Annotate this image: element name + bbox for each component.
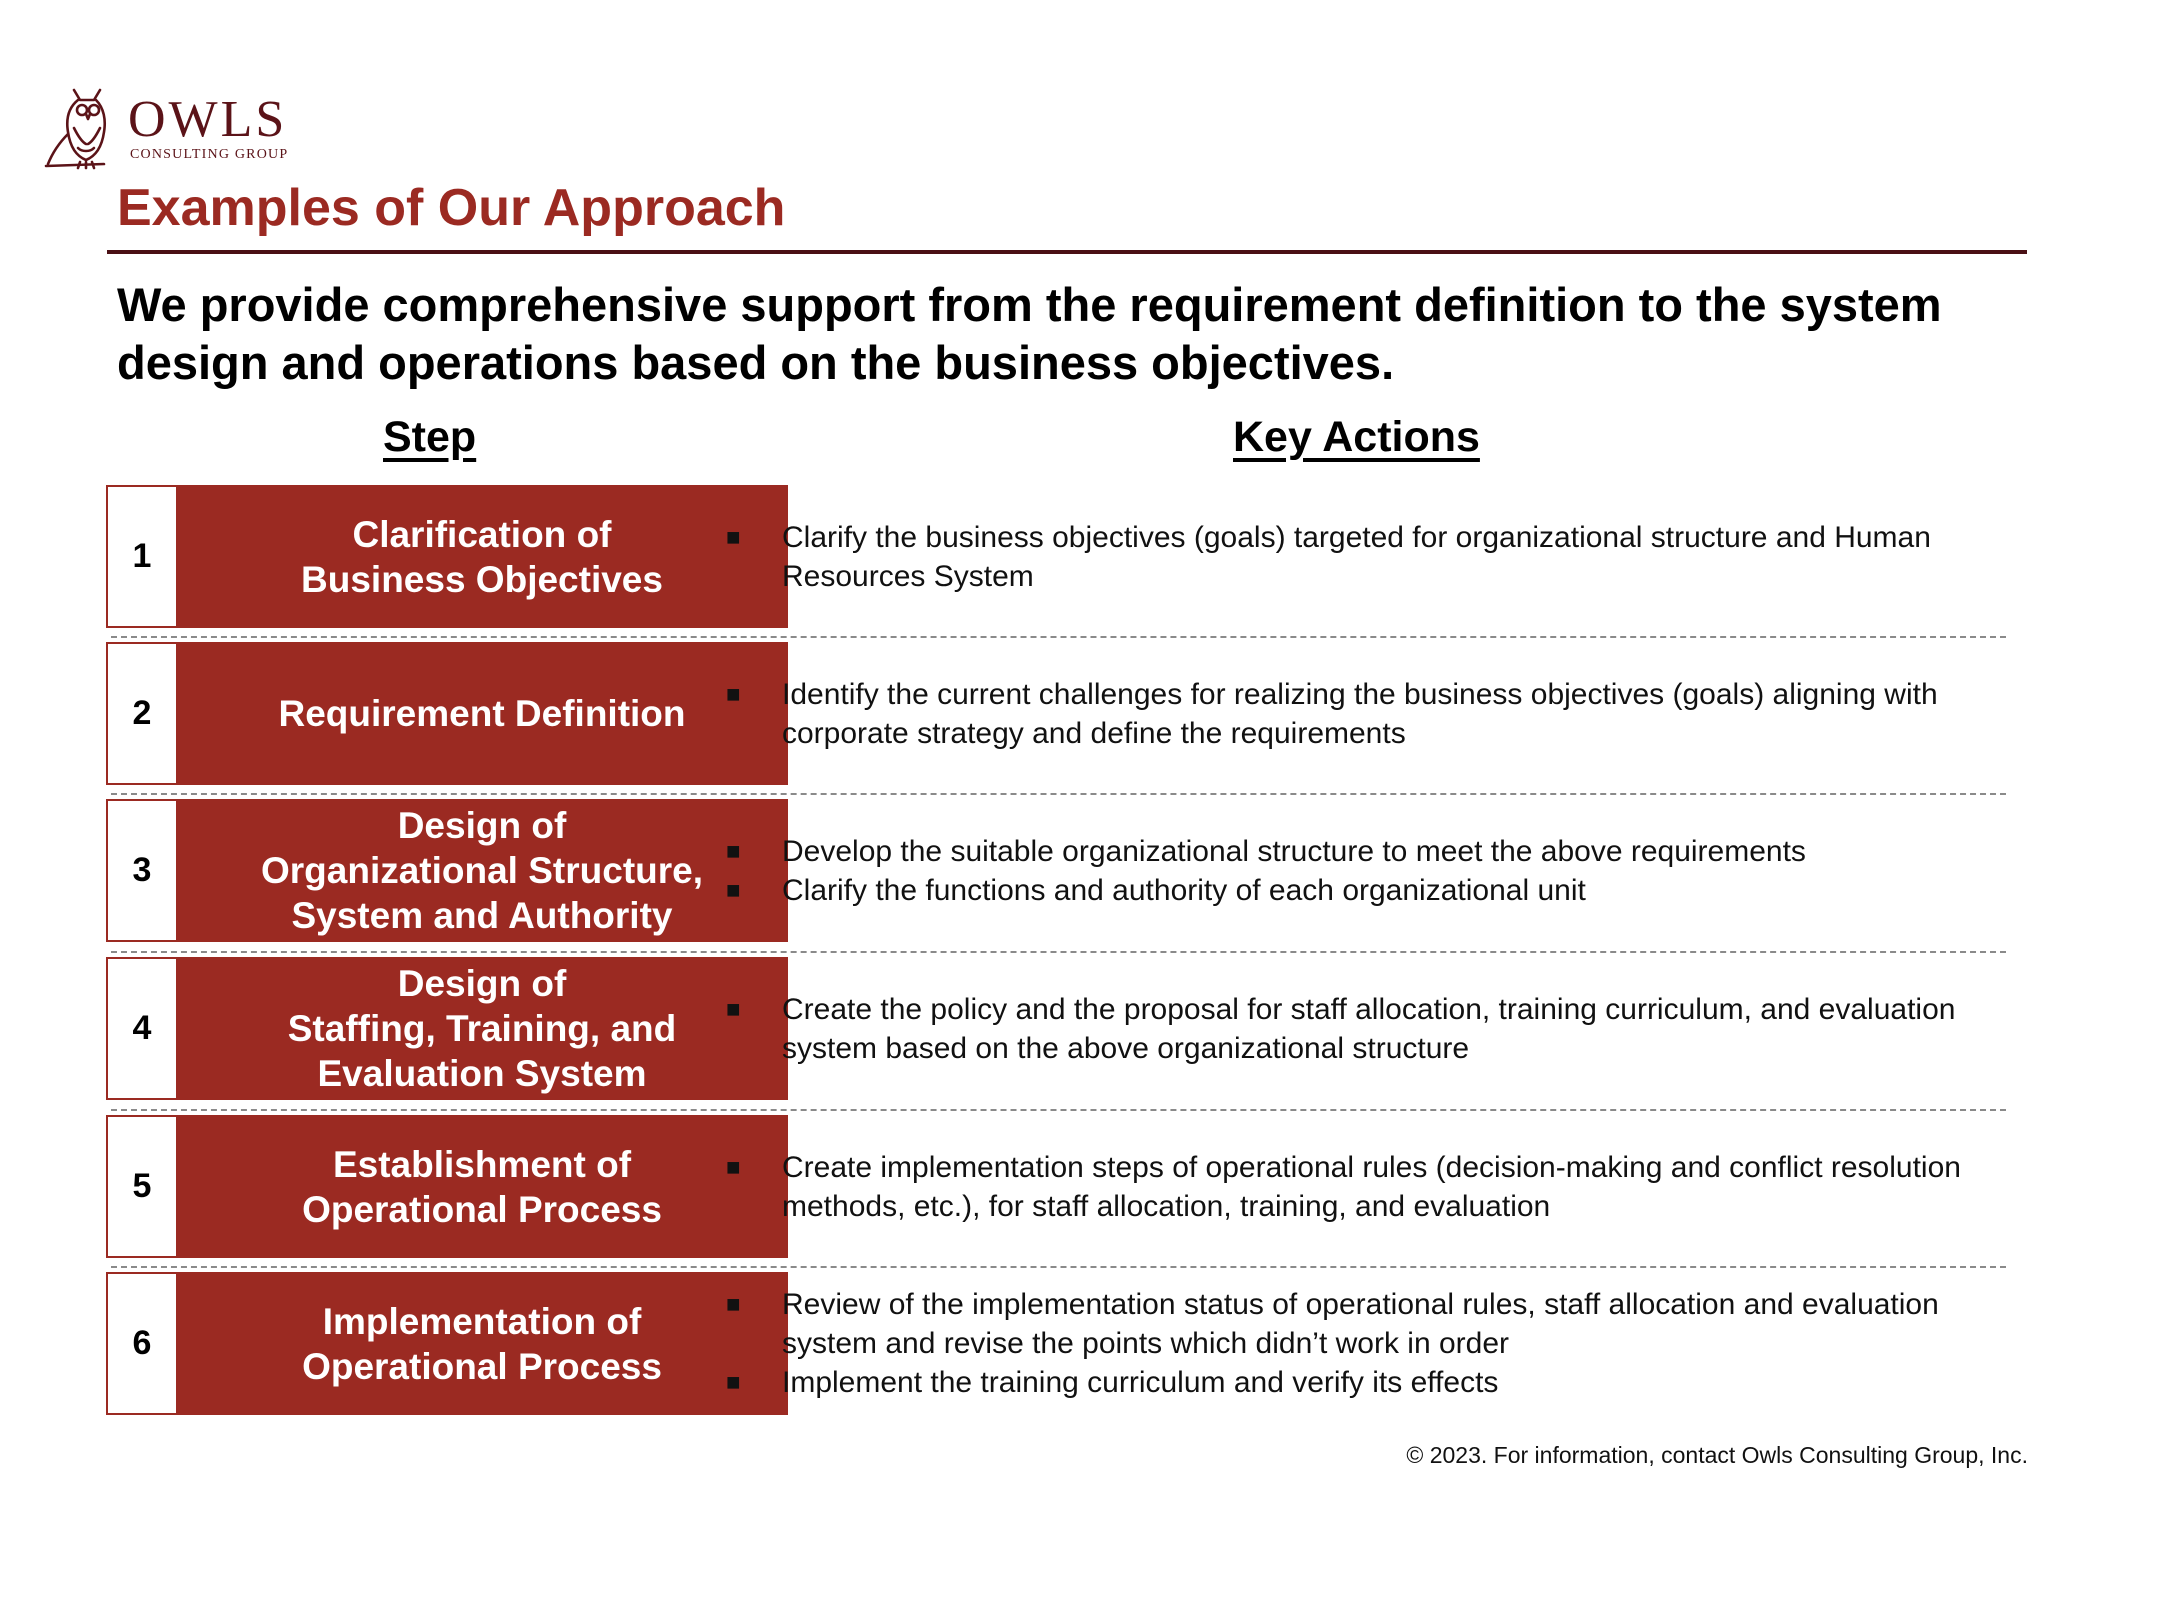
key-action-item (726, 832, 1976, 871)
key-actions-list (726, 642, 1976, 785)
copyright-footer: © 2023. For information, contact Owls Consulting Group, Inc. (1406, 1442, 2028, 1468)
key-actions-list (726, 957, 1976, 1100)
step-number: 2 (106, 642, 176, 785)
logo-wordmark: OWLS (128, 91, 288, 148)
key-action-item (726, 990, 1976, 1068)
key-action-item (726, 675, 1976, 753)
square-bullet-icon: ■ (726, 1153, 741, 1181)
row-divider (111, 793, 2006, 795)
key-actions-list (726, 485, 1976, 628)
key-actions-list (726, 1272, 1976, 1415)
key-action-text: Create the policy and the proposal for staff allocation, training curriculum, and evaluation system based on the above organizational structure (782, 992, 1956, 1065)
step-row (106, 642, 2006, 785)
square-bullet-icon: ■ (726, 995, 741, 1023)
square-bullet-icon: ■ (726, 1369, 741, 1396)
square-bullet-icon: ■ (726, 680, 741, 708)
key-action-text: Review of the implementation status of operational rules, staff allocation and evaluation system and revise the points which didn’t work in order (782, 1288, 1939, 1360)
square-bullet-icon: ■ (726, 876, 741, 904)
step-row (106, 1115, 2006, 1258)
key-action-text: Clarify the business objectives (goals) targeted for organizational structure and Human Resources System (782, 520, 1931, 593)
page-title: Examples of Our Approach (117, 179, 786, 237)
row-divider (111, 636, 2006, 638)
key-action-item (726, 871, 1976, 910)
square-bullet-icon: ■ (726, 1291, 741, 1318)
owl-icon (44, 86, 124, 170)
key-actions-list (726, 1115, 1976, 1258)
key-action-text: Implement the training curriculum and verify its effects (782, 1366, 1499, 1399)
step-number: 1 (106, 485, 176, 628)
key-actions-list (726, 799, 1976, 942)
square-bullet-icon: ■ (726, 523, 741, 551)
step-row (106, 1272, 2006, 1415)
step-title: Clarification of Business Objectives (176, 485, 788, 628)
step-row (106, 957, 2006, 1100)
step-number: 5 (106, 1115, 176, 1258)
company-logo (44, 86, 314, 170)
step-title: Design of Staffing, Training, and Evaluation System (176, 957, 788, 1100)
step-column-header: Step (383, 413, 477, 461)
step-number: 4 (106, 957, 176, 1100)
row-divider (111, 1109, 2006, 1111)
step-row (106, 485, 2006, 628)
step-number: 6 (106, 1272, 176, 1415)
page-subtitle: We provide comprehensive support from the requirement definition to the system design and operations based on the business objectives. (117, 278, 1942, 389)
key-action-item (726, 1148, 1976, 1226)
key-action-item (726, 518, 1976, 596)
step-title: Requirement Definition (176, 642, 788, 785)
title-divider (107, 250, 2027, 254)
step-title: Design of Organizational Structure, System and Authority (176, 799, 788, 942)
square-bullet-icon: ■ (726, 837, 741, 865)
step-number: 3 (106, 799, 176, 942)
step-title: Establishment of Operational Process (176, 1115, 788, 1258)
row-divider (111, 1266, 2006, 1268)
step-title: Implementation of Operational Process (176, 1272, 788, 1415)
row-divider (111, 951, 2006, 953)
key-action-item (726, 1285, 1976, 1363)
key-action-text: Develop the suitable organizational structure to meet the above requirements (782, 834, 1806, 868)
key-action-text: Identify the current challenges for realizing the business objectives (goals) aligning with corporate strategy and define the requirements (782, 677, 1938, 750)
key-actions-column-header: Key Actions (1233, 413, 1480, 461)
key-action-text: Create implementation steps of operational rules (decision-making and conflict resolution methods, etc.), for staff allocation, training, and evaluation (782, 1150, 1961, 1223)
key-action-text: Clarify the functions and authority of each organizational unit (782, 873, 1586, 907)
key-action-item (726, 1363, 1976, 1402)
logo-tagline: CONSULTING GROUP (130, 147, 289, 162)
step-row (106, 799, 2006, 942)
